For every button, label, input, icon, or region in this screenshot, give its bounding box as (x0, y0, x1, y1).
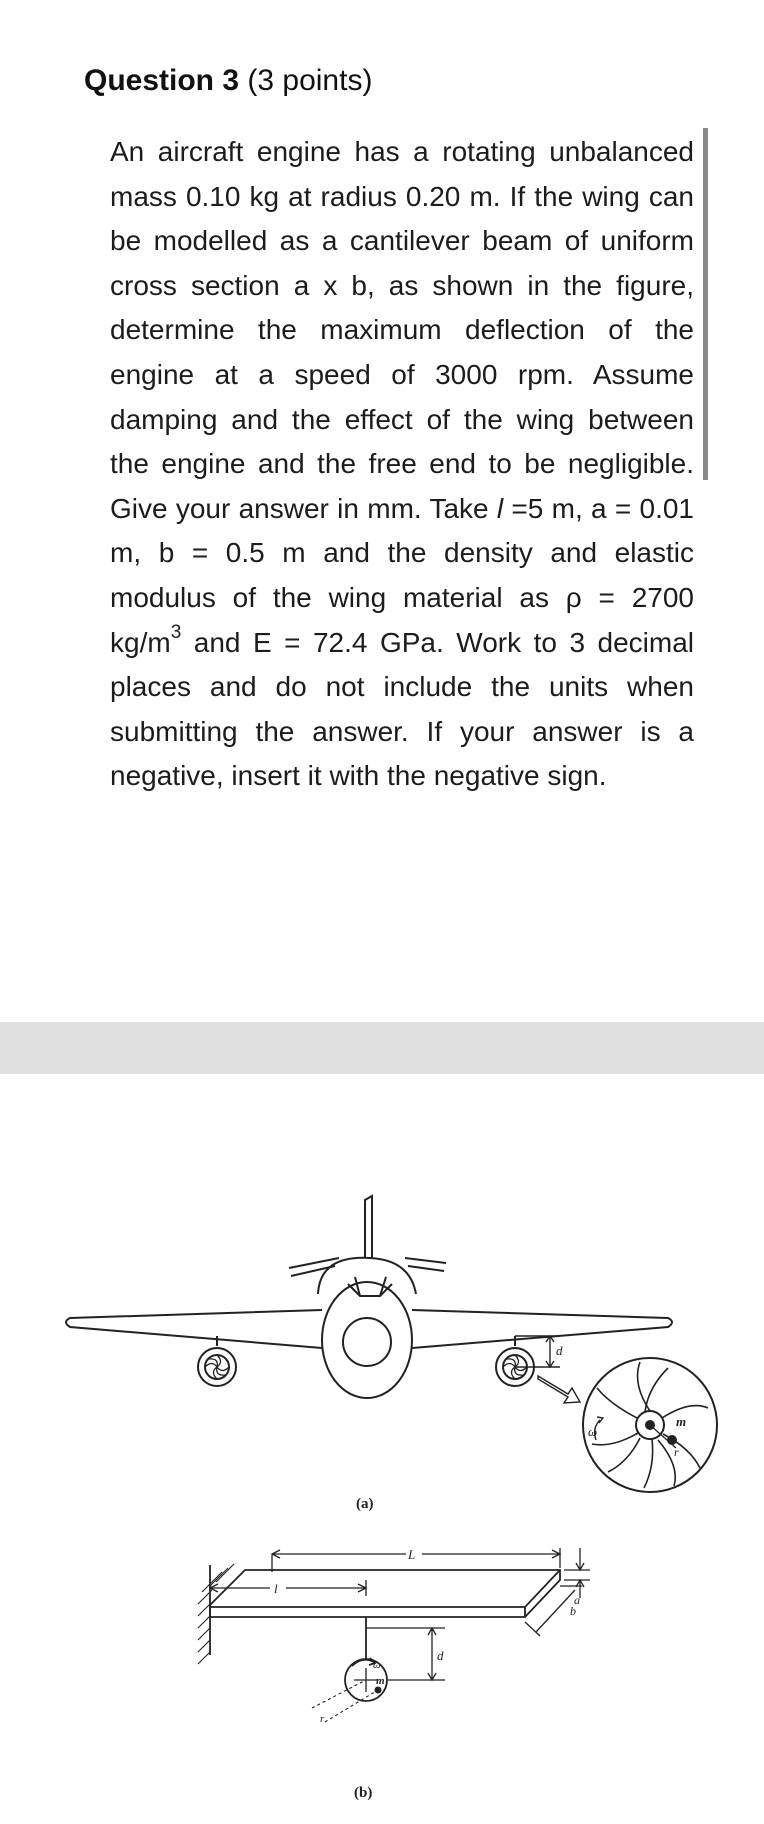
right-wing (412, 1310, 672, 1348)
r-label-b: r (320, 1713, 325, 1725)
figure-label-b: (b) (354, 1785, 373, 1801)
exponent: 3 (170, 621, 182, 643)
L-label: L (408, 1547, 416, 1562)
question-number: Question 3 (84, 64, 240, 97)
wall-hatching (198, 1564, 234, 1664)
fuselage (322, 1282, 412, 1398)
omega-label-b: ω (373, 1659, 381, 1671)
d-label-a: d (556, 1343, 563, 1358)
question-points: (3 points) (247, 64, 373, 97)
left-wing (66, 1310, 322, 1348)
l-label: l (274, 1581, 278, 1596)
aircraft-engine-figure (0, 1180, 764, 1820)
figure-label-a: (a) (356, 1496, 374, 1512)
m-label-b: m (376, 1675, 385, 1687)
m-label-a: m (676, 1414, 687, 1429)
question-title (84, 64, 372, 98)
cantilever-beam (210, 1570, 560, 1617)
stabilizers (289, 1258, 446, 1268)
question-text (110, 130, 694, 799)
a-dim-label: a (574, 1593, 580, 1607)
question-text-part: An aircraft engine has a rotating unbalanced mass 0.10 kg at radius 0.20 m. If the wing can be modelled as a cantilever beam of uniform cross section a x b, as shown in the figure, determine the maximum deflection of the engine at a speed of 3000 rpm. Assume damping and the effect of the wing between the engine and the free end to be negligible. Give your answer in mm. Take (110, 136, 694, 524)
question-text-part: =5 m, a = 0.01 m, b = 0.5 m and the density and elastic modulus of the wing material as ρ = 2700 kg/m (110, 492, 695, 658)
cockpit-fairing (318, 1258, 416, 1294)
fuselage-window (343, 1318, 391, 1366)
omega-label-a: ω (588, 1424, 598, 1439)
b-dim-label: b (570, 1604, 576, 1618)
tail-fin (365, 1196, 372, 1258)
question-text-part: and E = 72.4 GPa. Work to 3 decimal places and do not include the units when submitting the answer. If your answer is a negative, insert it with the negative sign. (110, 626, 694, 792)
divider-band (0, 1022, 764, 1074)
d-label-b: d (437, 1648, 444, 1663)
length-symbol: l (496, 492, 504, 524)
detail-arrow (538, 1376, 580, 1403)
r-label-a: r (674, 1445, 679, 1459)
scrollbar[interactable] (703, 128, 708, 480)
